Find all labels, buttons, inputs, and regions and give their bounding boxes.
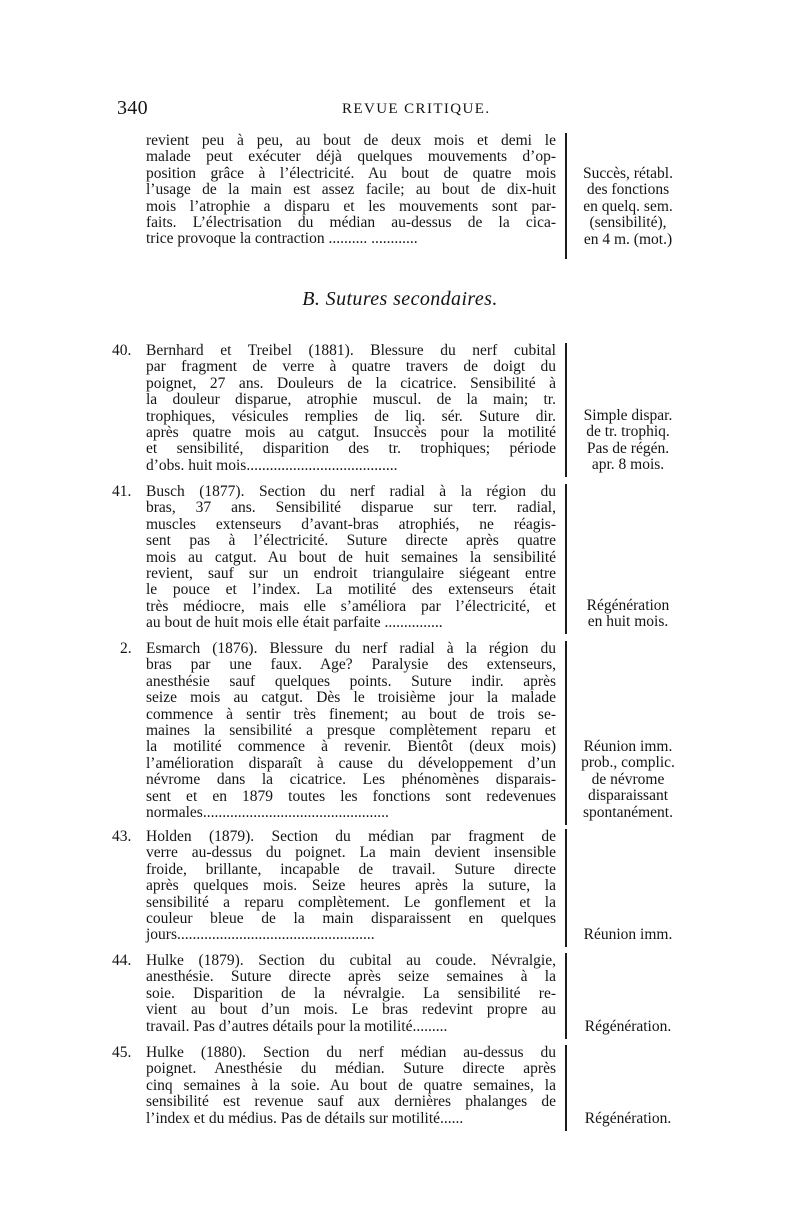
result-line: de névrome <box>591 770 665 788</box>
entry-text <box>146 133 556 248</box>
entry-line: position grâce à l’électricité. Au bout de quatre mois <box>146 164 556 182</box>
result-note <box>569 1019 687 1035</box>
result-note <box>569 166 687 248</box>
entry-text <box>146 953 556 1035</box>
entry-number: 2. <box>120 640 132 657</box>
column-rule <box>565 641 567 825</box>
page-header <box>0 97 800 123</box>
entry-line: maines la sensibilité a presque complètement reparu et <box>146 721 556 739</box>
entry-line: verre au-dessus du poignet. La main devient insensible <box>146 844 556 862</box>
result-line: spontanément. <box>583 803 673 821</box>
entry-number: 41. <box>112 483 132 500</box>
entry-line: revient peu à peu, au bout de deux mois et demi le <box>146 132 556 149</box>
entry-text <box>146 1045 556 1127</box>
entry-line: mois au catgut. Au bout de huit semaines la sensibilité <box>146 548 556 566</box>
entry-line: trice provoque la contraction .......... ............ <box>146 230 418 248</box>
entry-line: bras, 37 ans. Sensibilité disparue sur terr. radial, <box>146 499 556 517</box>
entry-line: Hulke (1880). Section du nerf médian au-dessus du <box>146 1044 556 1061</box>
entry-line: le pouce et l’index. La motilité des extenseurs était <box>146 581 556 599</box>
column-rule <box>565 953 567 1039</box>
entry-number: 44. <box>112 952 132 969</box>
entry-line: au bout de huit mois elle était parfaite ............... <box>146 614 443 632</box>
entry-line: Hulke (1879). Section du cubital au coude. Névralgie, <box>146 952 556 969</box>
entry-line: normales................................................ <box>146 803 389 821</box>
column-rule <box>565 829 567 947</box>
entry-line: l’amélioration disparaît à cause du développement d’un <box>146 754 556 772</box>
result-line: Pas de régén. <box>586 439 670 457</box>
result-line: Réunion imm. <box>583 738 673 755</box>
entry-line: après quatre mois au catgut. Insuccès pour la motilité <box>146 423 556 441</box>
entry-line: faits. L’électrisation du médian au-dessus de la cica- <box>146 213 556 231</box>
entry-line: l’usage de la main est assez facile; au bout de dix-huit <box>146 181 556 199</box>
entry-number: 43. <box>112 828 132 845</box>
entry-line: l’index et du médius. Pas de détails sur motilité...... <box>146 1109 464 1127</box>
entry-line: seize mois au catgut. Dès le troisième jour la malade <box>146 689 556 707</box>
entry-line: travail. Pas d’autres détails pour la motilité......... <box>146 1017 448 1035</box>
result-line: apr. 8 mois. <box>591 456 665 474</box>
entry-line: sent et en 1879 toutes les fonctions sont redevenues <box>146 787 556 805</box>
entry-line: la motilité commence à revenir. Bientôt (deux mois) <box>146 738 556 756</box>
result-line: de tr. trophiq. <box>586 423 670 441</box>
result-note <box>569 598 687 631</box>
entry-line: poignet. Anesthésie du médian. Suture directe après <box>146 1060 556 1078</box>
entry-line: sensibilité est revenue sauf aux dernières phalanges de <box>146 1093 556 1111</box>
entry-number: 45. <box>112 1044 132 1061</box>
entry-line: bras par une faux. Age? Paralysie des extenseurs, <box>146 656 556 674</box>
entry-text <box>146 484 556 632</box>
column-rule <box>565 1045 567 1131</box>
result-note <box>569 408 687 474</box>
page-number: 340 <box>117 97 148 119</box>
entry-line: froide, brillante, incapable de travail. Suture directe <box>146 860 556 878</box>
result-line: Succès, rétabl. <box>583 165 673 182</box>
entry-line: névrome dans la cicatrice. Les phénomènes disparais- <box>146 771 556 789</box>
entry-line: poignet, 27 ans. Douleurs de la cicatrice. Sensibilité à <box>146 374 556 392</box>
entry-line: d’obs. huit mois....................................... <box>146 456 398 474</box>
entry-line: par fragment de verre à quatre travers de doigt du <box>146 358 556 376</box>
column-rule <box>565 133 567 259</box>
result-note <box>569 927 687 943</box>
entry-line: Busch (1877). Section du nerf radial à la région du <box>146 483 556 500</box>
entry-text <box>146 343 556 474</box>
entry-line: muscles extenseurs d’avant-bras atrophiés, ne réagis- <box>146 515 556 533</box>
column-rule <box>565 343 567 477</box>
entry-number: 40. <box>112 342 132 359</box>
entry-line: couleur bleue de la main disparaissent en quelques <box>146 909 556 927</box>
result-line: disparaissant <box>587 787 669 805</box>
entry-line: commence à sentir très finement; au bout de trois se- <box>146 705 556 723</box>
entry-text <box>146 641 556 821</box>
result-line: en 4 m. (mot.) <box>583 230 673 248</box>
entry-line: sent pas à l’électricité. Suture directe après quatre <box>146 532 556 550</box>
result-line: Régénération. <box>584 1018 672 1035</box>
entry-line: Bernhard et Treibel (1881). Blessure du nerf cubital <box>146 342 556 359</box>
result-line: prob., complic. <box>581 754 675 772</box>
result-line: en quelq. sem. <box>583 197 673 215</box>
entry-line: et sensibilité, disparition des tr. trophiques; période <box>146 440 556 458</box>
section-title: B. Sutures secondaires. <box>302 288 498 310</box>
result-line: Simple dispar. <box>583 407 673 424</box>
entry-line: cinq semaines à la soie. Au bout de quatre semaines, la <box>146 1076 556 1094</box>
entry-line: trophiques, vésicules remplies de liq. sér. Suture dir. <box>146 407 556 425</box>
entry-line: sensibilité a reparu complètement. Le gonflement et la <box>146 893 556 911</box>
result-note <box>569 1111 687 1127</box>
entry-line: revient, sauf sur un endroit triangulaire siégeant entre <box>146 564 556 582</box>
entry-line: jours................................................... <box>146 926 375 944</box>
entry-line: soie. Disparition de la névralgie. La sensibilité re- <box>146 984 556 1002</box>
result-line: Réunion imm. <box>583 926 673 943</box>
column-rule <box>565 484 567 634</box>
result-line: (sensibilité), <box>589 214 667 232</box>
result-line: Régénération. <box>584 1110 672 1127</box>
result-line: Régénération <box>586 597 670 614</box>
entry-line: Holden (1879). Section du médian par fragment de <box>146 828 556 845</box>
entry-line: après quelques mois. Seize heures après la suture, la <box>146 877 556 895</box>
entry-line: anesthésie. Suture directe après seize semaines à la <box>146 968 556 986</box>
entry-line: la douleur disparue, atrophie muscul. de la main; tr. <box>146 391 556 409</box>
entry-line: malade peut exécuter déjà quelques mouvements d’op- <box>146 148 556 166</box>
entry-line: anesthésie sauf quelques points. Suture indir. après <box>146 672 556 690</box>
running-title: REVUE CRITIQUE. <box>342 101 491 117</box>
result-note <box>569 739 687 821</box>
entry-line: Esmarch (1876). Blessure du nerf radial à la région du <box>146 640 556 657</box>
entry-line: mois l’atrophie a disparu et les mouvements sont par- <box>146 197 556 215</box>
entry-line: vient au bout d’un mois. Le bras redevint propre au <box>146 1001 556 1019</box>
result-line: en huit mois. <box>587 613 669 631</box>
entry-text <box>146 829 556 944</box>
result-line: des fonctions <box>586 181 670 199</box>
entry-line: très médiocre, mais elle s’améliora par l’électricité, et <box>146 597 556 615</box>
